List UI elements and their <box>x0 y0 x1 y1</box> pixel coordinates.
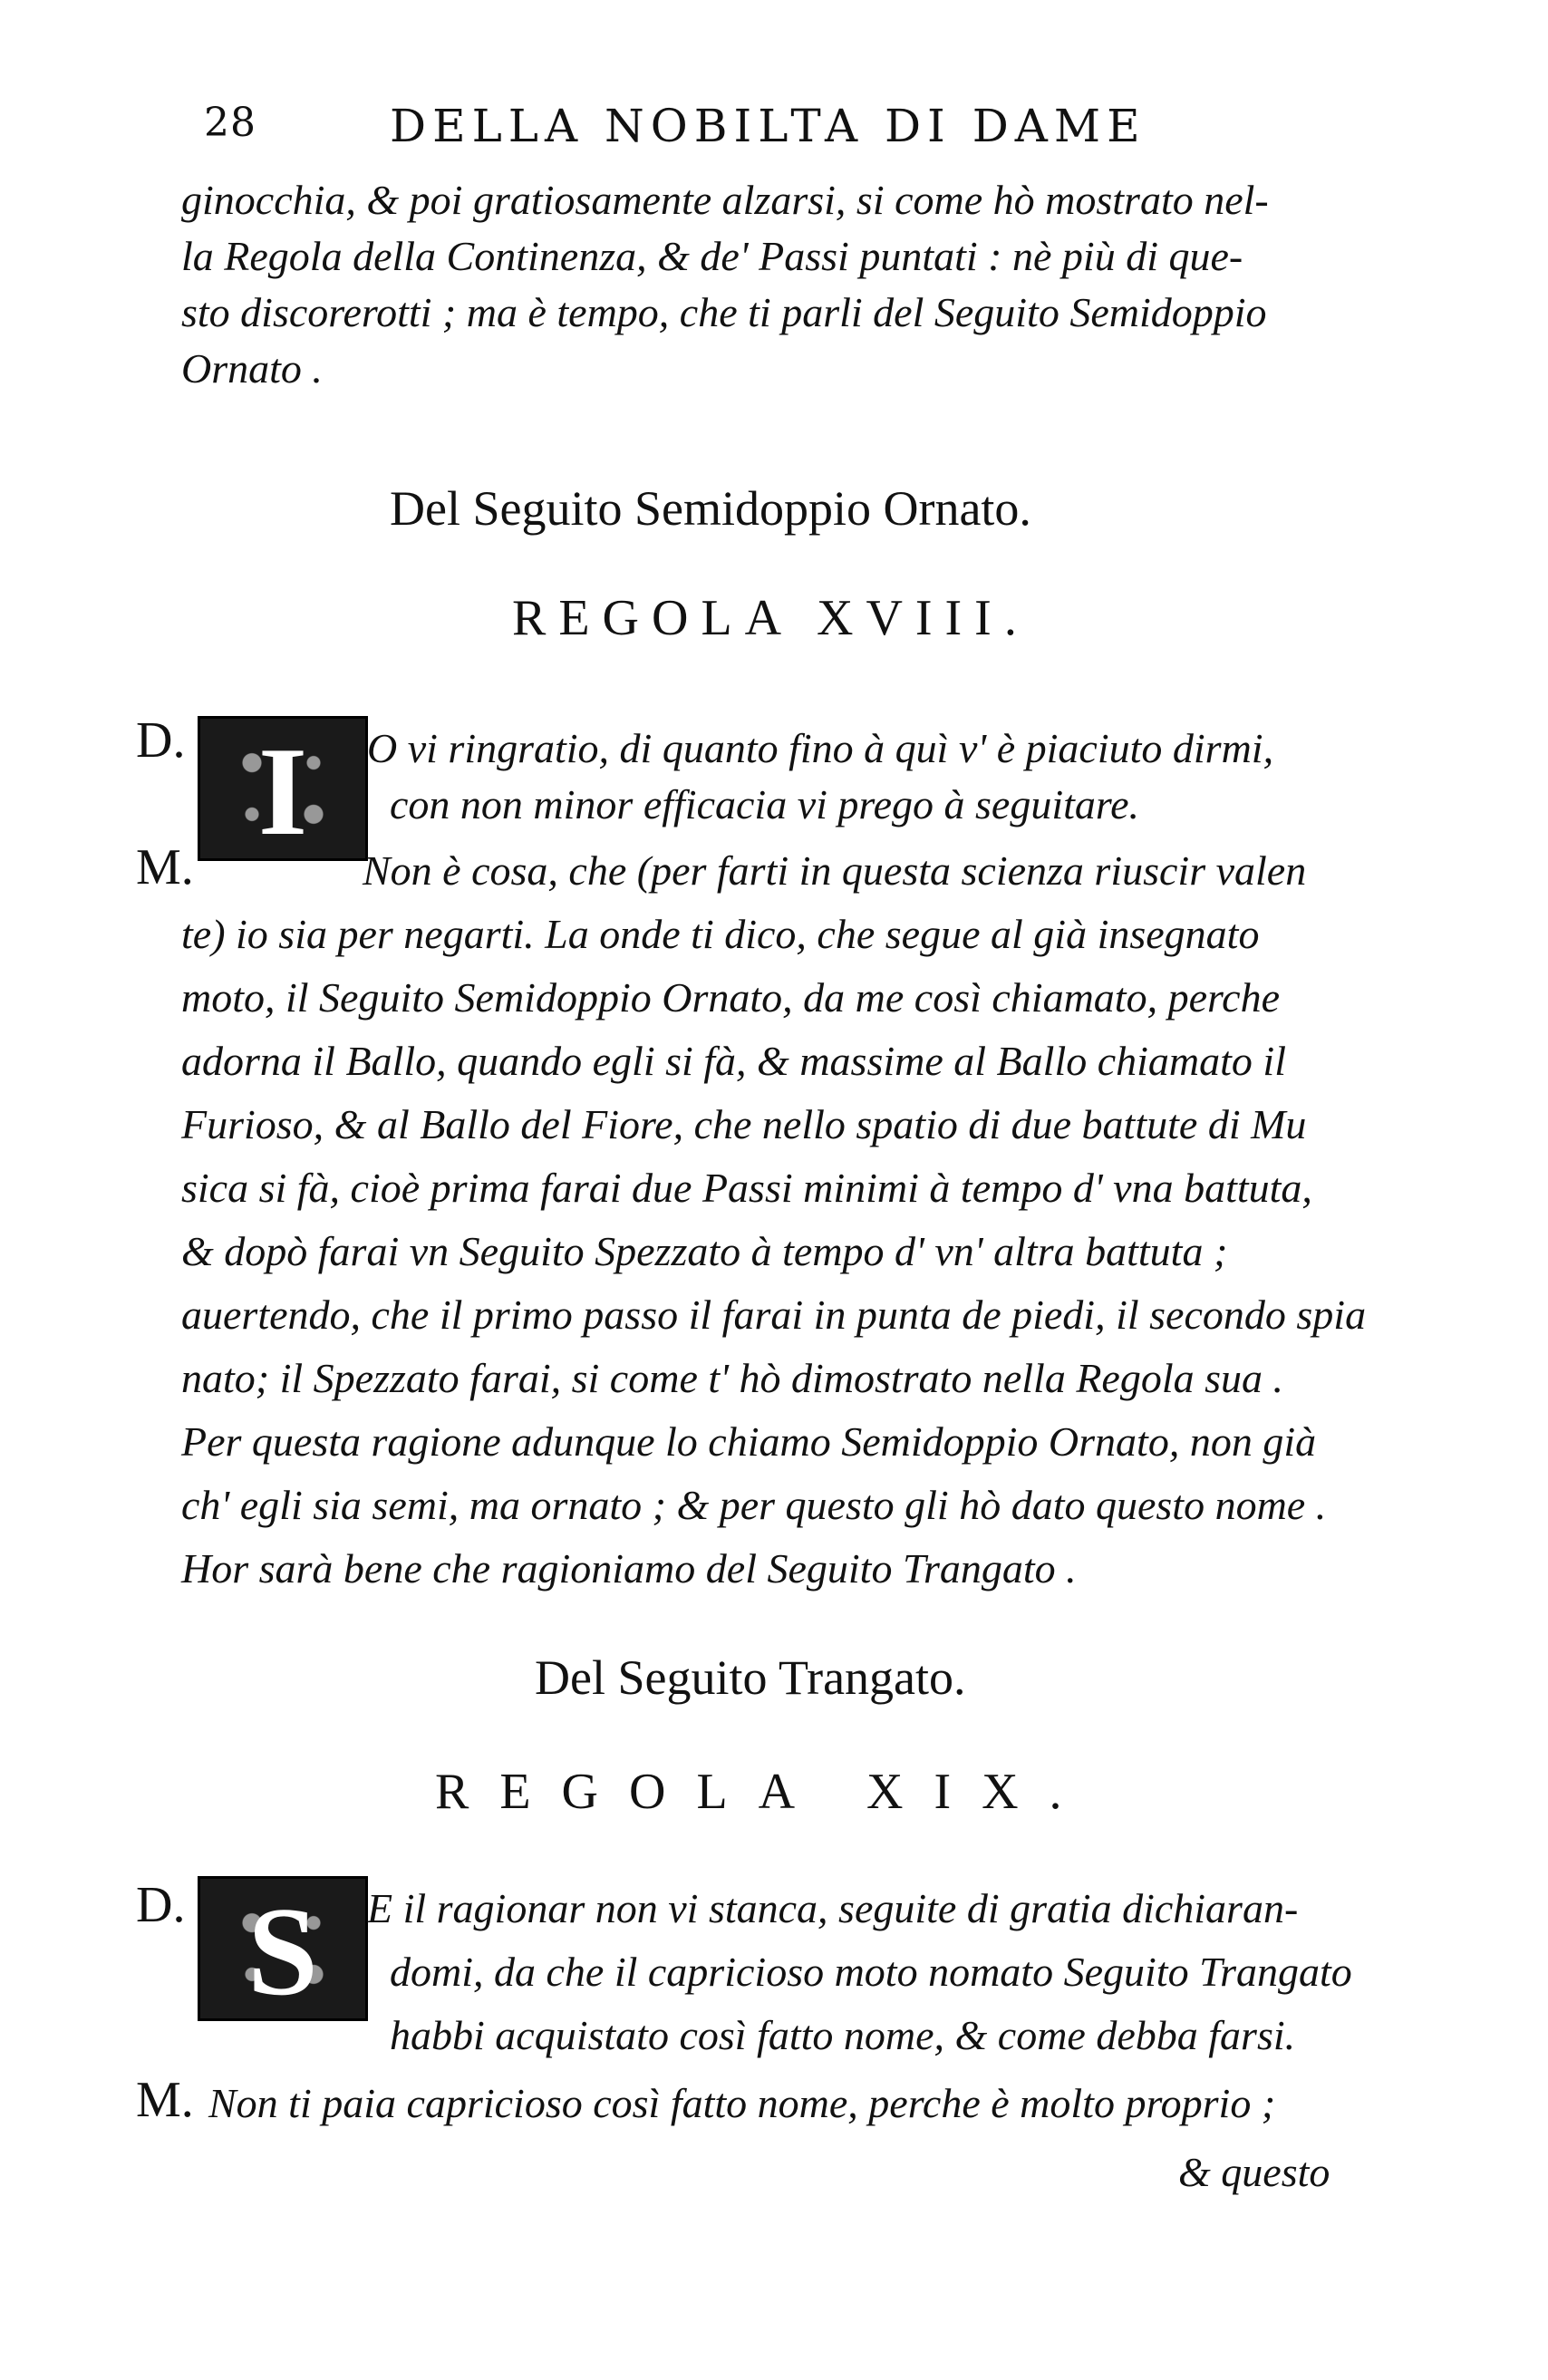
answer-line: Furioso, & al Ballo del Fiore, che nello spatio di due battute di Mu <box>181 1101 1307 1147</box>
speaker-label-d: D. <box>136 712 186 769</box>
carryover-line: ginocchia, & poi gratiosamente alzarsi, si come hò mostrato nel- <box>181 177 1269 223</box>
running-title: DELLA NOBILTA DI DAME <box>390 100 1146 152</box>
question-line: O vi ringratio, di quanto fino à quì v' è piaciuto dirmi, <box>367 725 1274 771</box>
question-line: domi, da che il capricioso moto nomato Seguito Trangato <box>390 1949 1352 1995</box>
decorated-initial <box>198 1876 368 2021</box>
speaker-label-m: M. <box>136 2072 194 2128</box>
answer-line: moto, il Seguito Semidoppio Ornato, da me così chiamato, perche <box>181 974 1281 1021</box>
carryover-line: sto discorerotti ; ma è tempo, che ti parli del Seguito Semidoppio <box>181 289 1267 335</box>
page-number: 28 <box>204 100 256 146</box>
question-line: con non minor efficacia vi prego à seguitare. <box>390 781 1139 827</box>
answer-line: nato; il Spezzato farai, si come t' hò dimostrato nella Regola sua . <box>181 1355 1284 1401</box>
initial-letter: S <box>247 1882 318 2021</box>
rule-heading: REGOLA XVIII. <box>512 590 1030 646</box>
carryover-line: Ornato . <box>181 345 323 392</box>
speaker-label-m: M. <box>136 839 194 895</box>
question-line: habbi acquistato così fatto nome, & come debba farsi. <box>390 2012 1296 2058</box>
answer-line: Per questa ragione adunque lo chiamo Semidoppio Ornato, non già <box>181 1418 1317 1465</box>
question-line: E il ragionar non vi stanca, seguite di gratia dichiaran- <box>367 1885 1299 1931</box>
answer-line: ch' egli sia semi, ma ornato ; & per questo gli hò dato questo nome . <box>181 1482 1327 1528</box>
answer-line: Hor sarà bene che ragioniamo del Seguito Trangato . <box>181 1545 1077 1592</box>
answer-line: Non è cosa, che (per farti in questa scienza riuscir valen <box>363 847 1307 894</box>
rule-heading: REGOLA XIX. <box>435 1764 1093 1820</box>
answer-line: adorna il Ballo, quando egli si fà, & massime al Ballo chiamato il <box>181 1038 1286 1084</box>
answer-line: auertendo, che il primo passo il farai in punta de piedi, il secondo spia <box>181 1292 1367 1338</box>
answer-line: Non ti paia capricioso così fatto nome, perche è molto proprio ; <box>208 2080 1276 2126</box>
answer-line: te) io sia per negarti. La onde ti dico, che segue al già insegnato <box>181 911 1260 957</box>
answer-line: sica si fà, cioè prima farai due Passi minimi à tempo d' vna battuta, <box>181 1165 1312 1211</box>
section-title: Del Seguito Semidoppio Ornato. <box>390 481 1031 536</box>
initial-letter: I <box>257 721 308 861</box>
decorated-initial <box>198 716 368 861</box>
carryover-line: la Regola della Continenza, & de' Passi puntati : nè più di que- <box>181 233 1243 279</box>
speaker-label-d: D. <box>136 1877 186 1933</box>
answer-line: & dopò farai vn Seguito Spezzato à tempo d' vn' altra battuta ; <box>181 1228 1228 1274</box>
catchword: & questo <box>1178 2149 1330 2195</box>
page-header <box>204 100 1473 163</box>
section-title: Del Seguito Trangato. <box>535 1650 966 1705</box>
